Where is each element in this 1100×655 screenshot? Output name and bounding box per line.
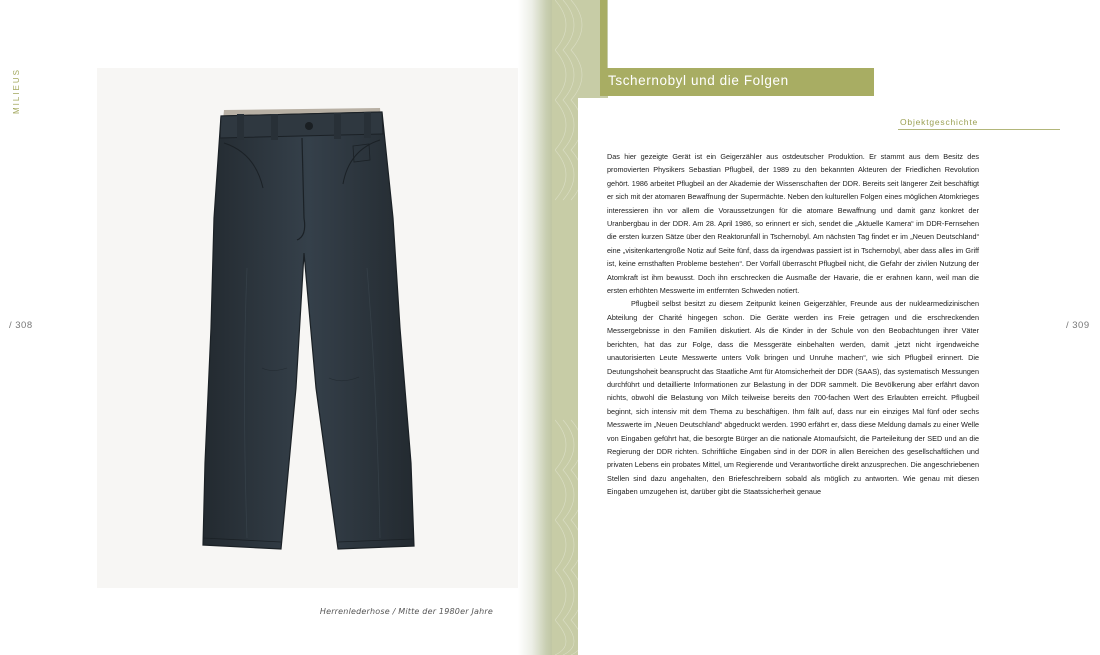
product-photo [97,68,520,588]
leather-trousers-image [97,68,520,588]
title-accent-bar [600,0,607,68]
section-heading [898,116,1060,130]
page-number-left: / 308 [9,320,33,331]
page-number-right: / 309 [1066,320,1090,331]
section-heading-text: Objektgeschichte [900,117,979,127]
paragraph-2: Pflugbeil selbst besitzt zu diesem Zeitpunkt keinen Geigerzähler, Freunde aus der nuklearmedizinischen Abteilung der Charité hingegen schon. Die Geräte werden ins Freie getragen und die erschreckenden Messergebnisse in den Familien diskutiert. Als die Kinder in der Schule von den Beobachtungen ihrer Väter berichten, hat das zur Folge, dass die Messgeräte einbehalten werden, damit „jetzt nicht irgendweiche unautorisierten Leute Messwerte unters Volk bringen und Unruhe machen“, wie sich Pflugbeil erinnert. Die Deutungshoheit beansprucht das Staatliche Amt für Atomsicherheit der DDR (SAAS), das systematisch Messungen durchführt und detaillierte Informationen zur Belastung in der DDR sammelt. Die Bevölkerung aber erfährt davon nichts, obwohl die Belastung von Milch teilweise bereits den 700-fachen Wert des Erlaubten erreicht. Pflugbeil beginnt, sich intensiv mit dem Thema zu beschäftigen. Ihm fällt auf, dass nur ein einziges Mal fünf oder sechs Messwerte im „Neuen Deutschland“ abgedruckt werden. 1990 erfährt er, dass diese Meldung damals zu einer Welle von Eingaben geführt hat, die besorgte Bürger an die nationale Atomaufsicht, die Parteileitung der SED und an die Regierung der DDR richten. Schriftliche Eingaben sind in der DDR in allen Bereichen des gesellschaftlichen und privaten Lebens ein probates Mittel, um Regierende und Verantwortliche direkt anzusprechen. Die angeschriebenen Stellen sind dazu angehalten, den Briefeschreibern sobald als möglich zu antworten. Wie genau mit diesen Eingaben umzugehen ist, darüber gibt die Staatssicherheit genaue [607,299,979,497]
left-page [0,0,525,655]
paragraph-1: Das hier gezeigte Gerät ist ein Geigerzähler aus ostdeutscher Produktion. Er stammt aus dem Besitz des promovierten Physikers Sebastian Pflugbeil, der 1989 zu den bekannten Akteuren der Friedlichen Revolution gehört. 1986 arbeitet Pflugbeil an der Akademie der Wissenschaften der DDR. Bereits seit längerer Zeit beschäftigt er sich mit der atomaren Bewaffnung der Supermächte. Neben den kulturellen Folgen eines möglichen Atomkrieges interessieren ihn vor allem die Voraussetzungen für die atomare Bewaffnung und damit ganz konkret der Uranbergbau in der DDR. Am 28. April 1986, so erinnert er sich, sendet die „Aktuelle Kamera“ im DDR-Fernsehen die ersten kurzen Sätze über den Reaktorunfall in Tschernobyl. Am nächsten Tag findet er im „Neuen Deutschland“ eine „visitenkartengroße Notiz auf Seite fünf, dass da irgendwas passiert ist in Tschernobyl, aber dass alles im Griff ist, keine ernsthaften Probleme bestehen“. Der Vorfall überrascht Pflugbeil nicht, die Gefahr der zivilen Nutzung der Atomkraft ist ihm bewusst. Doch ihn erschrecken die Ausmaße der Havarie, die er erahnen kann, weil man die ersten erhöhten Messwerte im entfernten Schweden notiert. [607,152,979,296]
chapter-title-bar [600,68,874,96]
article-body [607,150,979,499]
section-side-label: MILIEUS [12,68,21,115]
photo-caption: Herrenlederhose / Mitte der 1980er Jahre [319,607,493,616]
chapter-title: Tschernobyl und die Folgen [608,73,789,88]
